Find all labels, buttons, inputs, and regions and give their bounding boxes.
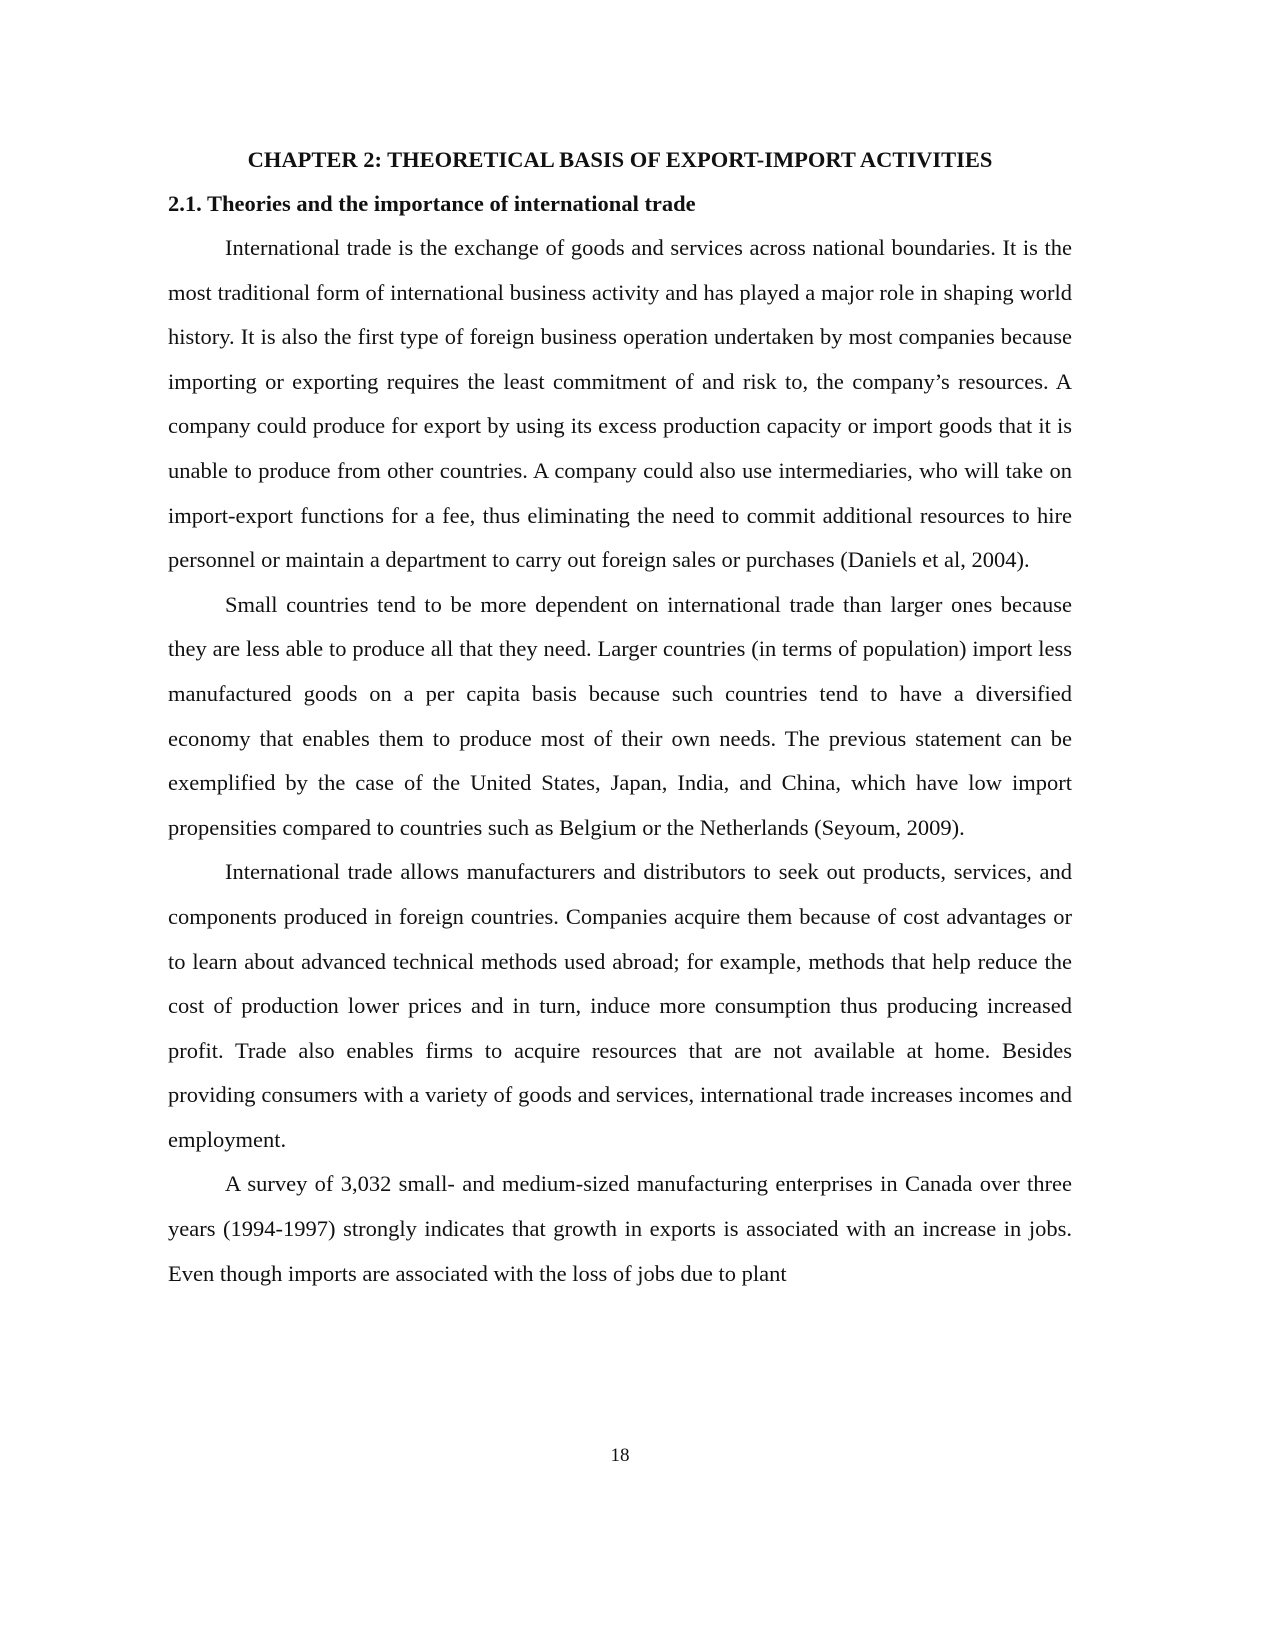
paragraph: A survey of 3,032 small- and medium-sized manufacturing enterprises in Canada over three years (1994-1997) strongly indicates that growth in exports is associated with an increase in jobs. Even though imports are associated with the loss of jobs due to plant	[168, 1171, 1072, 1286]
page-content	[168, 138, 1072, 1296]
paragraph: Small countries tend to be more dependent on international trade than larger ones because they are less able to produce all that they need. Larger countries (in terms of population) import less manufactured goods on a per capita basis because such countries tend to have a diversified economy that enables them to produce most of their own needs. The previous statement can be exemplified by the case of the United States, Japan, India, and China, which have low import propensities compared to countries such as Belgium or the Netherlands (Seyoum, 2009).	[168, 591, 1072, 840]
section-heading: 2.1. Theories and the importance of international trade	[168, 191, 696, 216]
paragraph: International trade allows manufacturers and distributors to seek out products, services, and components produced in foreign countries. Companies acquire them because of cost advantages or to learn about advanced technical methods used abroad; for example, methods that help reduce the cost of production lower prices and in turn, induce more consumption thus producing increased profit. Trade also enables firms to acquire resources that are not available at home. Besides providing consumers with a variety of goods and services, international trade increases incomes and employment.	[168, 859, 1072, 1152]
paragraph: International trade is the exchange of goods and services across national boundaries. It is the most traditional form of international business activity and has played a major role in shaping world history. It is also the first type of foreign business operation undertaken by most companies because importing or exporting requires the least commitment of and risk to, the company’s resources. A company could produce for export by using its excess production capacity or import goods that it is unable to produce from other countries. A company could also use intermediaries, who will take on import-export functions for a fee, thus eliminating the need to commit additional resources to hire personnel or maintain a department to carry out foreign sales or purchases (Daniels et al, 2004).	[168, 235, 1072, 573]
page-number: 18	[610, 1445, 630, 1466]
chapter-title: CHAPTER 2: THEORETICAL BASIS OF EXPORT-IMPORT ACTIVITIES	[247, 147, 993, 172]
